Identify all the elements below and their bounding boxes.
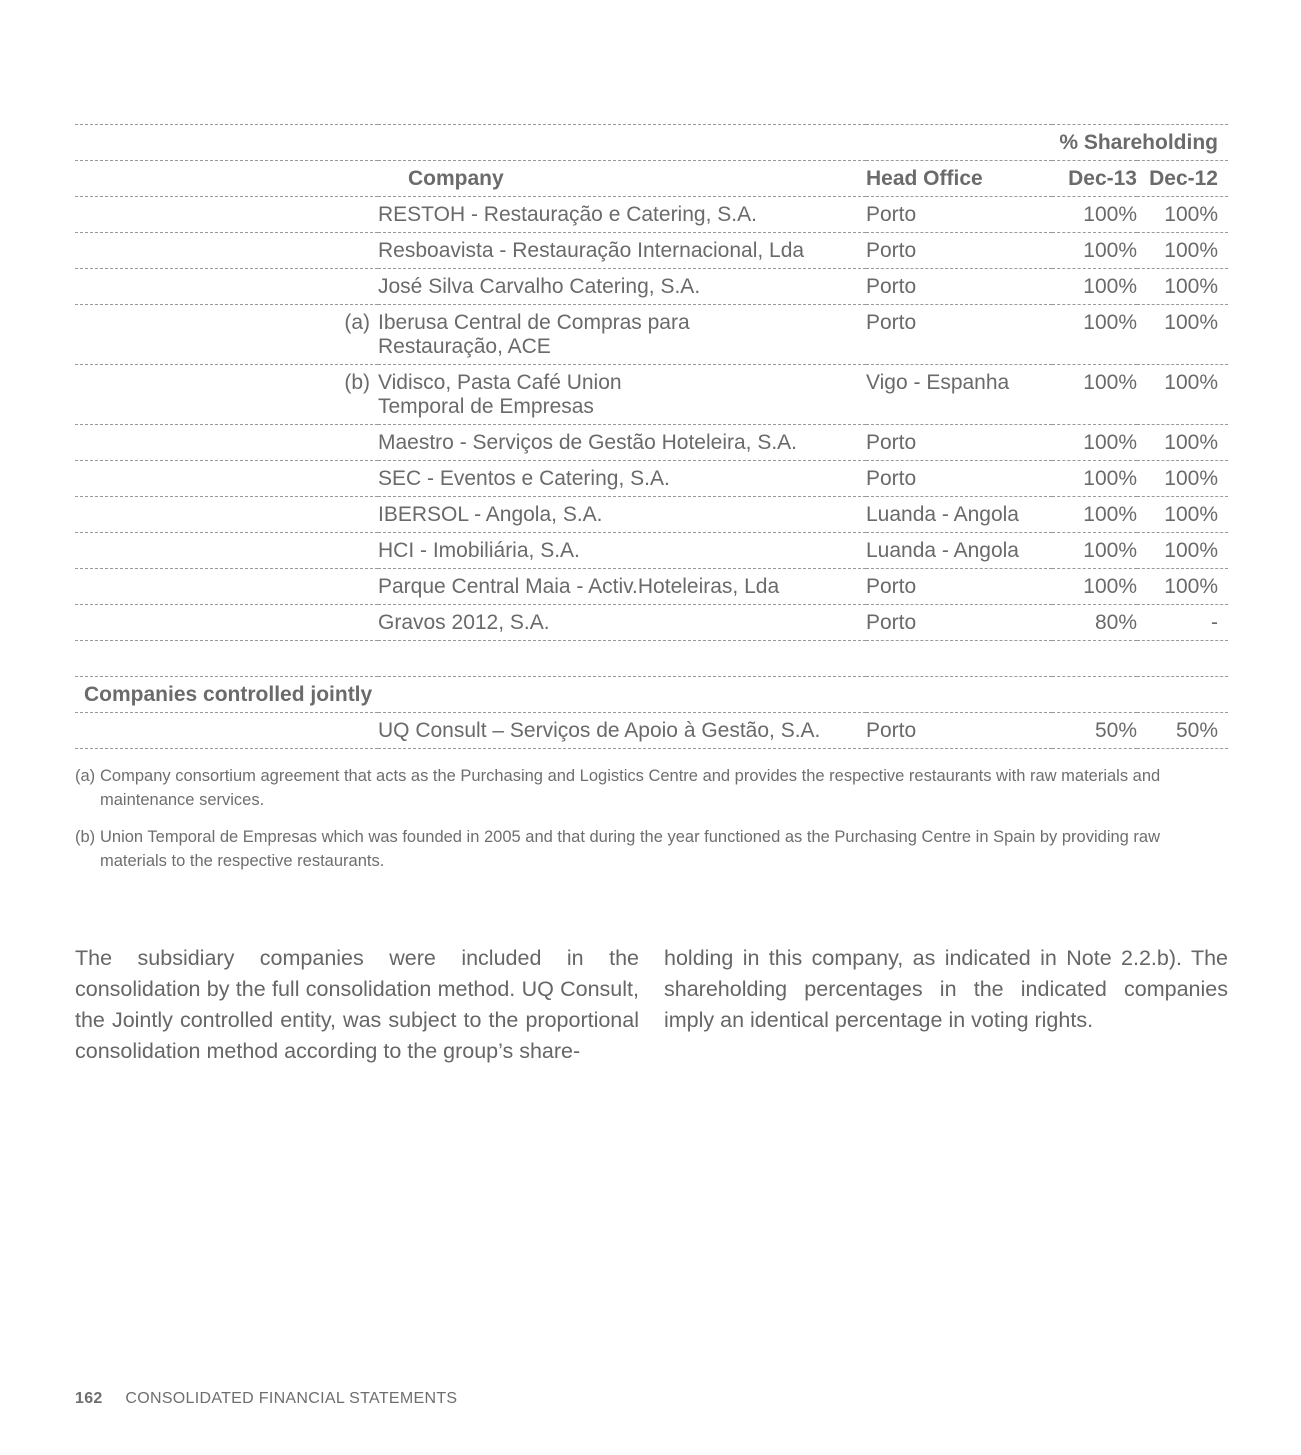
row-company: Gravos 2012, S.A. (378, 605, 866, 641)
jointly-controlled-title: Companies controlled jointly (75, 677, 1228, 713)
row-head-office: Porto (866, 425, 1052, 461)
shareholding-header: % Shareholding (1052, 125, 1228, 161)
row-dec13-value: 100% (1052, 305, 1137, 365)
row-dec12-value: 50% (1137, 713, 1228, 749)
row-head-office: Porto (866, 269, 1052, 305)
row-dec12-value: 100% (1137, 461, 1228, 497)
row-head-office: Porto (866, 605, 1052, 641)
row-note (75, 713, 378, 749)
row-head-office: Porto (866, 305, 1052, 365)
company-column-header: Company (378, 161, 866, 197)
head-office-column-header: Head Office (866, 161, 1052, 197)
footer-section-title: CONSOLIDATED FINANCIAL STATEMENTS (125, 1390, 458, 1407)
row-dec12-value: 100% (1137, 497, 1228, 533)
row-company: José Silva Carvalho Catering, S.A. (378, 269, 866, 305)
footnote-text: Company consortium agreement that acts as the Purchasing and Logistics Centre and provides the respective restaurants with raw materials and maintenance services. (100, 767, 1161, 809)
row-note (75, 605, 378, 641)
table-header-row-shareholding (75, 125, 1228, 161)
page-number: 162 (75, 1390, 103, 1407)
row-dec13-value: 100% (1052, 197, 1137, 233)
row-note (75, 269, 378, 305)
row-dec13-value: 100% (1052, 461, 1137, 497)
row-dec12-value: 100% (1137, 233, 1228, 269)
row-dec13-value: 50% (1052, 713, 1137, 749)
row-dec12-value: 100% (1137, 269, 1228, 305)
row-company: UQ Consult – Serviços de Apoio à Gestão, S.A. (378, 713, 866, 749)
table-row (75, 197, 1228, 233)
row-company: Parque Central Maia - Activ.Hoteleiras, Lda (378, 569, 866, 605)
row-dec12-value: 100% (1137, 533, 1228, 569)
row-note (75, 497, 378, 533)
footnote-text: Union Temporal de Empresas which was founded in 2005 and that during the year functioned as the Purchasing Centre in Spain by providing raw materials to the respective restaurants. (100, 828, 1161, 870)
row-company: Maestro - Serviços de Gestão Hoteleira, S.A. (378, 425, 866, 461)
footnote-b (75, 825, 1228, 873)
body-column-1: The subsidiary companies were included in the consolidation by the full consolidation method. UQ Consult, the Jointly controlled entity, was subject to the proportional consolidation method according to the group’s share- (75, 946, 639, 1063)
row-note (75, 533, 378, 569)
page-footer (75, 1390, 457, 1408)
row-company: RESTOH - Restauração e Catering, S.A. (378, 197, 866, 233)
footnote-a (75, 764, 1228, 812)
table-row (75, 605, 1228, 641)
shareholding-table-wrapper (75, 124, 1228, 749)
table-row (75, 713, 1228, 749)
footnote-mark: (a) (75, 767, 96, 785)
table-row (75, 533, 1228, 569)
row-dec13-value: 100% (1052, 569, 1137, 605)
row-dec13-value: 100% (1052, 233, 1137, 269)
row-company: IBERSOL - Angola, S.A. (378, 497, 866, 533)
row-dec12-value: 100% (1137, 365, 1228, 425)
row-head-office: Porto (866, 233, 1052, 269)
table-row (75, 305, 1228, 365)
footnote-mark: (b) (75, 828, 96, 846)
row-note: (a) (75, 305, 378, 365)
row-company: SEC - Eventos e Catering, S.A. (378, 461, 866, 497)
table-row (75, 365, 1228, 425)
row-dec13-value: 80% (1052, 605, 1137, 641)
row-note (75, 569, 378, 605)
row-dec12-value: 100% (1137, 197, 1228, 233)
row-dec12-value: - (1137, 605, 1228, 641)
row-note (75, 425, 378, 461)
row-head-office: Luanda - Angola (866, 533, 1052, 569)
row-company: Resboavista - Restauração Internacional, Lda (378, 233, 866, 269)
row-note (75, 197, 378, 233)
dec13-column-header: Dec-13 (1052, 161, 1137, 197)
row-head-office: Porto (866, 197, 1052, 233)
row-company: Iberusa Central de Compras para Restauração, ACE (378, 305, 866, 365)
row-company: Vidisco, Pasta Café Union Temporal de Empresas (378, 365, 866, 425)
row-head-office: Porto (866, 461, 1052, 497)
section-title-row (75, 677, 1228, 713)
table-row (75, 425, 1228, 461)
row-dec13-value: 100% (1052, 365, 1137, 425)
row-note (75, 461, 378, 497)
spacer-row (75, 641, 1228, 677)
shareholding-table (75, 124, 1228, 749)
row-dec12-value: 100% (1137, 569, 1228, 605)
table-row (75, 269, 1228, 305)
body-text (75, 943, 1228, 1067)
body-column-2: holding in this company, as indicated in Note 2.2.b). The shareholding percentages in the indicated companies imply an identical percentage in voting rights. (664, 946, 1228, 1032)
row-dec13-value: 100% (1052, 497, 1137, 533)
row-dec13-value: 100% (1052, 533, 1137, 569)
dec12-column-header: Dec-12 (1137, 161, 1228, 197)
row-head-office: Vigo - Espanha (866, 365, 1052, 425)
row-dec13-value: 100% (1052, 269, 1137, 305)
row-note (75, 233, 378, 269)
row-note: (b) (75, 365, 378, 425)
row-head-office: Porto (866, 713, 1052, 749)
table-row (75, 569, 1228, 605)
table-row (75, 233, 1228, 269)
row-dec13-value: 100% (1052, 425, 1137, 461)
row-company: HCI - Imobiliária, S.A. (378, 533, 866, 569)
footnotes (75, 764, 1228, 886)
table-row (75, 461, 1228, 497)
row-head-office: Luanda - Angola (866, 497, 1052, 533)
row-dec12-value: 100% (1137, 305, 1228, 365)
table-header-row (75, 161, 1228, 197)
table-row (75, 497, 1228, 533)
row-dec12-value: 100% (1137, 425, 1228, 461)
row-head-office: Porto (866, 569, 1052, 605)
